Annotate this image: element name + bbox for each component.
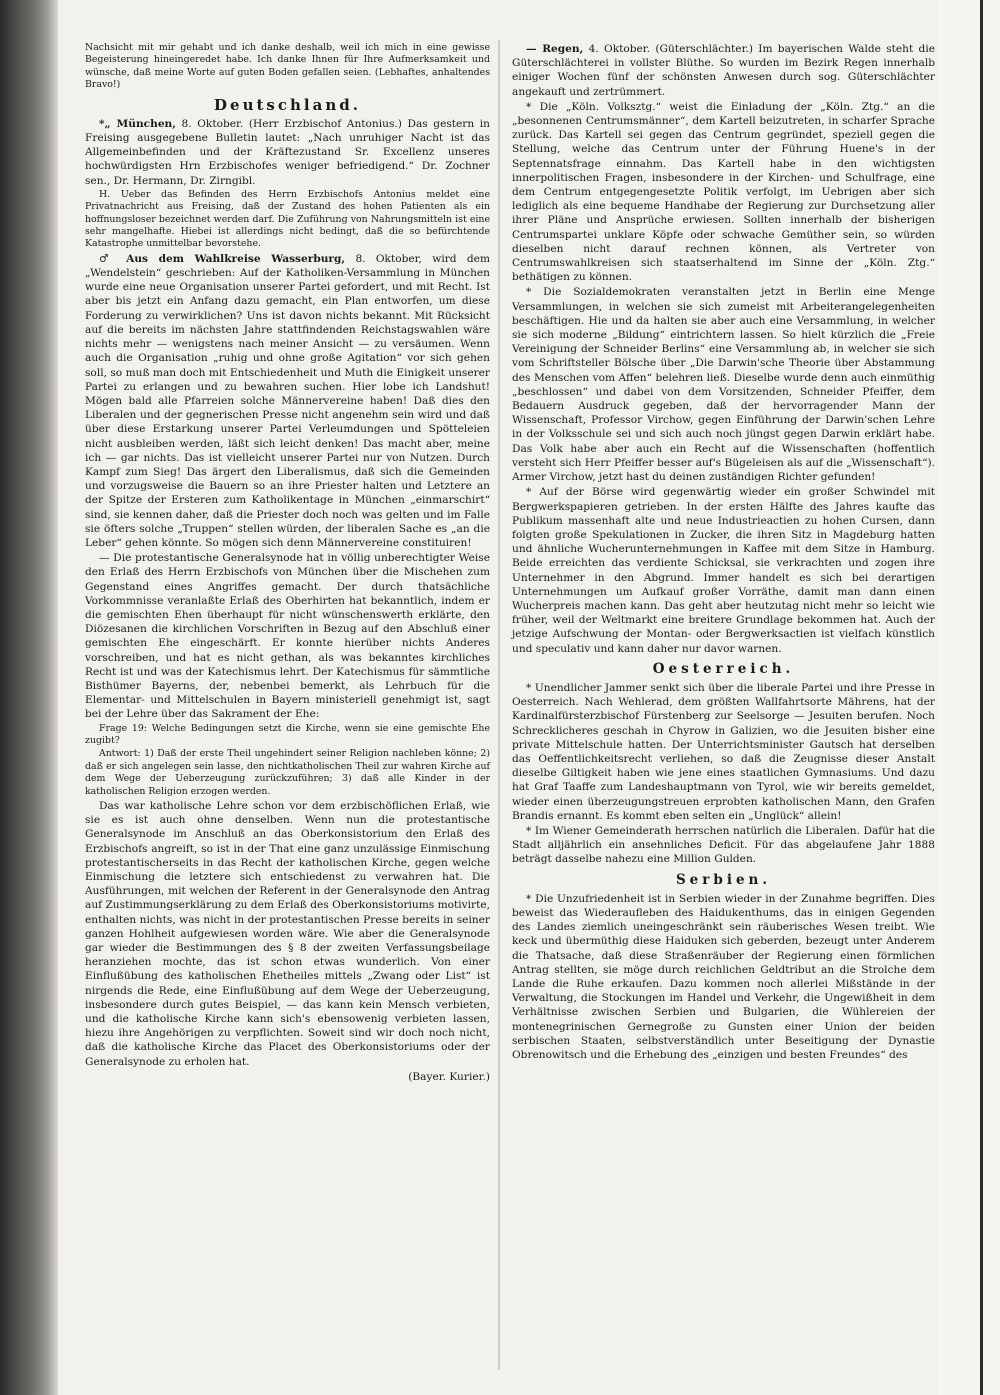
muenchen-date: 8. Oktober. (Herr Erzbischof Antonius.)	[181, 117, 402, 130]
column-gutter	[498, 40, 500, 1370]
article-oesterreich: * Unendlicher Jammer senkt sich über die liberale Partei und ihre Presse in Oesterreich. Nach Wehlerad, dem größten Wallfahrtsorte Mährens, hat der Kardinalfürsterzbischof Fürstenberg zur Seelsorge — Jesuiten berufen. Noch Schrecklicheres geschah in Chyrow in Galizien, wo die Jesuiten bisher eine private Mittelschule hatten. Der Unterrichtsminister Gautsch hat derselben das Oeffentlichkeitsrecht verliehen, so daß die Zeugnisse dieser Anstalt dieselbe Giltigkeit haben wie jene eines staatlichen Gymnasiums. Und dazu hat Graf Taaffe zum Landeshauptmann von Tyrol, wie wir bereits gemeldet, wieder einen überzeugungstreuen erprobten katholischen Mann, den Grafen Brandis ernannt. Es kommt eben selten ein „Unglück“ allein!	[512, 681, 935, 822]
synode-closing: Das war katholische Lehre schon vor dem erzbischöflichen Erlaß, wie sie es ist auch ohne denselben. Wenn nun die protestantische Generalsynode im Anschluß an das Oberkonsistorium den Erlaß des Erzbischofs angreift, so ist in der That eine ganz unzulässige Einmischung protestantischerseits in das Recht der katholischen Kirche, gegen welche Einmischung die letztere sich entschiedenst zu verwahren hat. Die Ausführungen, mit welchen der Referent in der Generalsynode den Antrag auf Zustimmungserklärung zu dem Erlaß des Oberkonsistoriums motivirte, enthalten nichts, was nicht in der protestantischen Presse bereits in seiner ganzen Hohlheit aufgewiesen worden wäre. Wie aber die Generalsynode gar wieder die Bestimmungen des § 8 der zweiten Verfassungsbeilage heranziehen mochte, das ist schon etwas wunderlich. Von einer Einflußübung des katholischen Ehetheiles mittels „Zwang oder List“ ist nirgends die Rede, eine Einflußübung auf dem Wege der Ueberzeugung, insbesondere durch gutes Beispiel, — das kann kein Mensch verbieten, und die katholische Kirche kann sich's ebensowenig verbieten lassen, hiezu ihre Angehörigen zu verpflichten. Soweit sind wir doch noch nicht, daß die katholische Kirche das Placet des Oberkonsistoriums oder der Generalsynode zu erholen hat.	[85, 800, 490, 1068]
article-regen	[512, 42, 935, 99]
intro-paragraph: Nachsicht mit mir gehabt und ich danke deshalb, weil ich mich in eine gewisse Begeisterung hineingeredet habe. Ich danke Ihnen für Ihre Aufmerksamkeit und wünsche, daß meine Worte auf guten Boden gefallen seien. (Lebhaftes, anhaltendes Bravo!)	[85, 42, 490, 91]
wasserburg-date: 8. Oktober,	[355, 252, 422, 265]
source-bayer-kurier: (Bayer. Kurier.)	[408, 1070, 490, 1083]
regen-text: (Güterschlächter.) Im bayerischen Walde steht die Güterschlächterei in vollster Blüthe. So wurden im Bezirk Regen innerhalb einiger Wochen fünf der schönsten Anwesen durch sog. Güterschlächter angekauft und zertrümmert.	[512, 43, 935, 98]
muenchen-dateline: *„ München,	[99, 117, 176, 130]
heading-deutschland: Deutschland.	[214, 95, 361, 114]
left-column	[85, 42, 490, 1085]
wasserburg-text: wird dem „Wendelstein“ geschrieben: Auf der Katholiken-Versammlung in München wurde eine neue Organisation unserer Partei gefordert, und mit Recht. Ist aber bis jetzt ein Anfang dazu gemacht, ein Plan entworfen, um diese Forderung zu verwirklichen? Uns ist davon nichts bekannt. Mit Rücksicht auf die bereits im nächsten Jahre stattfindenden Reichstagswahlen wäre nichts mehr — wenigstens nach meiner Ansicht — zu versäumen. Wenn auch die Organisation „ruhig und ohne große Agitation“ vor sich gehen soll, so muß man doch mit Entschiedenheit und Muth die Einigkeit unserer Partei zu erlangen und zu bewahren suchen. Hier lobe ich Landshut! Mögen bald alle Pfarreien solche Männervereine haben! Daß dies den Liberalen und der gegnerischen Presse nicht angenehm sein wird und daß über diese Erstarkung unserer Partei Verleumdungen und Spötteleien nicht ausbleiben werden, läßt sich leicht denken! Das macht aber, meine ich — gar nichts. Das ist vielleicht unserer Partei nur von Nutzen. Durch Kampf zum Sieg! Das ärgert den Liberalismus, daß sich die Gemeinden und vorzugsweise die Bauern so an ihre Priester halten und Letztere an der Spitze der Ersteren zum Katholikentage in München „einmarschirt“ sind, sie kennen daher, daß die Priester doch noch was gelten und im Falle sie öfters solche „Truppen“ stellen würden, der liberalen Sache es „an die Leber“ gehen könnte. So mögen sich denn Männervereine constituiren!	[85, 252, 490, 549]
wasserburg-dateline: ♂ Aus dem Wahlkreise Wasserburg,	[99, 252, 346, 265]
heading-oesterreich: Oesterreich.	[652, 660, 795, 677]
heading-serbien: Serbien.	[675, 871, 772, 888]
article-koeln: * Die „Köln. Volksztg.“ weist die Einladung der „Köln. Ztg.“ an die „besonnenen Centrumsmänner“, dem Kartell beizutreten, in scharfer Sprache zurück. Das Kartell sei gegen das Centrum gegründet, speziell gegen die Stellung, welche das Centrum unter der Führung Huene's in der Septennatsfrage einnahm. Das Kartell habe in den wichtigsten innerpolitischen Fragen, insbesondere in der Kirchen- und Schulfrage, eine dem Centrum entgegengesetzte Politik verfolgt, im Uebrigen aber sich lediglich als eine bequeme Handhabe der Regierung zur Durchsetzung aller ihrer Pläne und Ansprüche erwiesen. Sollten innerhalb der bisherigen Centrumspartei unklare Köpfe oder schwache Gemüther sein, so würden dieselben nicht darauf rechnen können, als Vertreter von Centrumswahlkreisen sich staatserhaltend im Sinne der „Köln. Ztg.“ bethätigen zu können.	[512, 100, 935, 284]
catechism-question: Frage 19: Welche Bedingungen setzt die Kirche, wenn sie eine gemischte Ehe zugibt?	[85, 722, 490, 746]
article-wasserburg	[85, 252, 490, 550]
book-binding	[0, 0, 58, 1395]
article-sozialdemokraten: * Die Sozialdemokraten veranstalten jetzt in Berlin eine Menge Versammlungen, in welchen sie sich zumeist mit Arbeiterangelegenheiten beschäftigen. Hie und da halten sie aber auch eine Versammlung, in welcher sie sich moderne „Bildung“ eintrichtern lassen. So hielt kürzlich die „Freie Vereinigung der Schneider Berlins“ eine Versammlung ab, in welcher sie sich vom Schriftsteller Bölsche über „Die Darwin'sche Theorie über Abstammung des Menschen vom Affen“ belehren ließ. Dieselbe wurde denn auch einmüthig „beschlossen“ und dabei von dem Vorsitzenden, Schneider Pfeiffer, dem Bedauern Ausdruck gegeben, daß der hervorragender Mann der Wissenschaft, Professor Virchow, gegen Einführung der Darwin'schen Lehre in der Volksschule sei und sich auch noch jüngst gegen Darwin erklärt habe. Das Volk habe aber auch ein Recht auf die Wissenschaften (hoffentlich versteht sich Herr Pfeiffer besser auf's Bügeleisen als auf die „Wissenschaft“). Armer Virchow, jetzt hast du deinen zuständigen Richter gefunden!	[512, 286, 935, 484]
next-page-edge	[938, 0, 1000, 1395]
regen-dateline: — Regen,	[526, 43, 584, 55]
article-wien: * Im Wiener Gemeinderath herrschen natürlich die Liberalen. Dafür hat die Stadt alljährlich ein ansehnliches Deficit. Für das abgelaufene Jahr 1888 beträgt dasselbe nahezu eine Million Gulden.	[512, 824, 935, 866]
catechism-answer: Antwort: 1) Daß der erste Theil ungehindert seiner Religion nachleben könne; 2) daß er sich angelegen sein lasse, den nichtkatholischen Theil zur wahren Kirche auf dem Wege der Ueberzeugung zurückzuführen; 3) daß alle Kinder in der katholischen Religion erzogen werden.	[85, 748, 490, 797]
regen-date: 4. Oktober.	[588, 43, 651, 55]
article-synode: — Die protestantische Generalsynode hat in völlig unberechtigter Weise den Erlaß des Herrn Erzbischofs von München über die Mischehen zum Gegenstand eines Angriffes gemacht. Der durch thatsächliche Vorkommnisse veranlaßte Erlaß des Oberhirten hat bekanntlich, indem er die gemischten Ehen überhaupt für nicht wünschenswerth erklärte, den Diözesanen die kirchlichen Vorschriften in Bezug auf den Abschluß einer gemischten Ehe eingeschärft. Er konnte hierüber nichts Anderes vorschreiben, und hat es nicht gethan, als was bekanntes kirchliches Recht ist und was der Katechismus lehrt. Der Katechismus für sämmtliche Bisthümer Bayerns, der, nebenbei bemerkt, als Lehrbuch für die Elementar- und Mittelschulen in Bayern ministeriell genehmigt ist, sagt bei der Lehre über das Sakrament der Ehe:	[85, 552, 490, 721]
article-serbien: * Die Unzufriedenheit ist in Serbien wieder in der Zunahme begriffen. Dies beweist das Wiederaufleben des Haidukenthums, das in einigen Gegenden des Landes ziemlich uneingeschränkt sein räuberisches Wesen treibt. Wie keck und übermüthig diese Haiduken sich geberden, bezeugt unter Anderem die Thatsache, daß diese Straßenräuber der Regierung einen förmlichen Antrag stellten, sie möge durch reichlichen Geldtribut an die Strolche dem Lande die Ruhe erkaufen. Dazu kommen noch allerlei Mißstände in der Verwaltung, die Stockungen im Handel und Verkehr, die Ungewißheit in dem Verhältnisse zwischen Serbien und Bulgarien, die Wühlereien der montenegrinischen Gernegroße zu Gunsten einer Union der beiden serbischen Staaten, selbstverständlich unter Beseitigung der Dynastie Obrenowitsch und die Erhebung des „einzigen und besten Freundes“ des	[512, 892, 935, 1062]
right-column	[512, 42, 935, 1063]
article-boerse: * Auf der Börse wird gegenwärtig wieder ein großer Schwindel mit Bergwerkspapieren getrieben. In der ersten Hälfte des Jahres kaufte das Publikum massenhaft alte und neue Industrieactien zu hohen Cursen, dann folgten große Spekulationen in Zucker, die ihren Sitz in Magdeburg hatten und ähnliche Wucherunternehmungen in Kaffee mit dem Sitze in Hamburg. Beide erreichten das verdiente Schicksal, sie verkrachten und zogen ihre Unternehmer in den Abgrund. Immer handelt es sich bei derartigen Unternehmungen um Aufkauf großer Vorräthe, damit man dann einen Wucherpreis machen kann. Das geht aber heutzutag nicht mehr so leicht wie früher, weil der Weltmarkt eine breitere Grundlage bekommen hat. Auch der jetzige Aufschwung der Montan- oder Bergwerksactien ist vielfach künstlich und speculativ und kann daher nur davor warnen.	[512, 486, 935, 655]
article-muenchen	[85, 117, 490, 188]
muenchen-note: H. Ueber das Befinden des Herrn Erzbischofs Antonius meldet eine Privatnachricht aus Freising, daß der Zustand des hohen Patienten als ein hoffnungsloser bezeichnet werden darf. Die Zuführung von Nahrungsmitteln ist eine sehr mangelhafte. Hiebei ist allerdings nicht bedingt, daß die so befürchtende Katastrophe unmittelbar bevorstehe.	[85, 188, 490, 250]
muenchen-text: Das gestern in Freising ausgegebene Bulletin lautet: „Nach unruhiger Nacht ist das Allgemeinbefinden und der Kräftezustand Sr. Excellenz unseres hochwürdigsten Hrn Erzbischofes weniger befriedigend.“ Dr. Zochner sen., Dr. Hermann, Dr. Zirngibl.	[85, 117, 490, 187]
